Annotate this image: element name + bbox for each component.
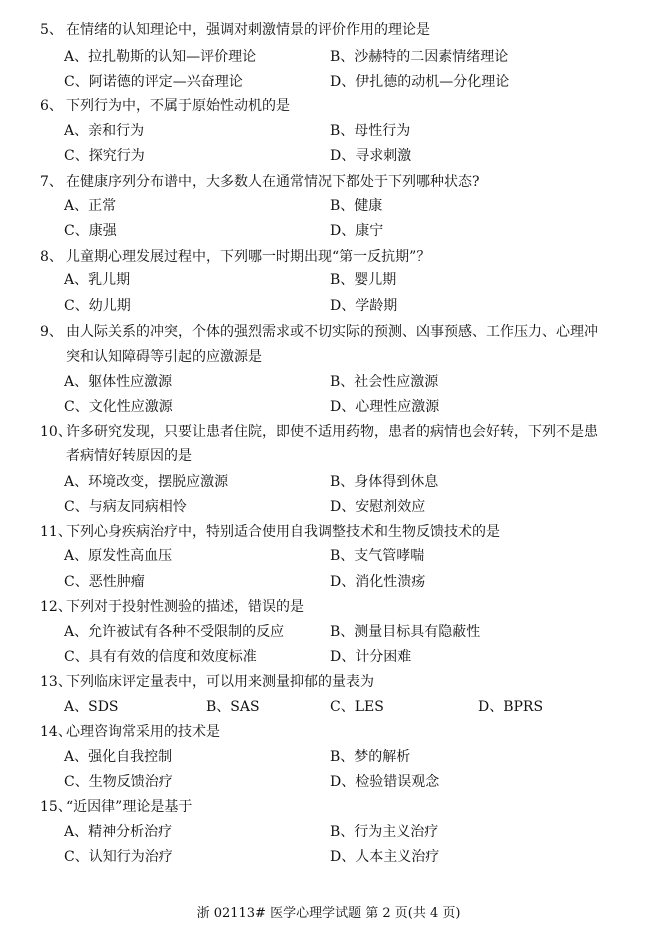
option-a: A、亲和行为	[64, 123, 145, 139]
option-c: C、与病友同病相怜	[64, 499, 187, 515]
question-13	[40, 670, 640, 694]
question-14	[40, 720, 640, 744]
option-d: D、康宁	[330, 223, 384, 239]
question-text: 下列心身疾病治疗中，特别适合使用自我调整技术和生物反馈技术的是	[66, 524, 500, 540]
option-b: B、社会性应激源	[330, 374, 439, 390]
option-b: B、婴儿期	[330, 272, 397, 288]
option-a: A、环境改变，摆脱应激源	[64, 474, 229, 490]
question-10-continued	[40, 444, 640, 468]
option-b: B、测量目标具有隐蔽性	[330, 624, 481, 640]
option-c: C、阿诺德的评定—兴奋理论	[64, 74, 243, 90]
question-number: 10、	[40, 424, 72, 440]
option-d: D、伊扎德的动机—分化理论	[330, 74, 510, 90]
option-c: C、探究行为	[64, 148, 145, 164]
question-12	[40, 595, 640, 619]
question-text-continued: 者病情好转原因的是	[66, 448, 192, 464]
option-d: D、消化性溃疡	[330, 574, 426, 590]
option-d: D、学龄期	[330, 298, 398, 314]
question-8	[40, 245, 640, 269]
option-a: A、原发性高血压	[64, 548, 173, 564]
option-c: C、幼儿期	[64, 298, 131, 314]
question-number: 12、	[40, 599, 72, 615]
question-text: 心理咨询常采用的技术是	[66, 724, 220, 740]
option-c: C、康强	[64, 223, 117, 239]
option-d: D、计分困难	[330, 649, 412, 665]
question-15	[40, 795, 640, 819]
question-number: 15、	[40, 799, 72, 815]
question-7	[40, 170, 640, 194]
question-number: 9、	[40, 324, 63, 340]
option-a: A、正常	[64, 198, 117, 214]
question-11	[40, 520, 640, 544]
option-b: B、梦的解析	[330, 749, 411, 765]
option-d: D、寻求刺激	[330, 148, 412, 164]
option-a: A、允许被试有各种不受限制的反应	[64, 624, 285, 640]
option-b: B、SAS	[206, 699, 260, 715]
option-b: B、身体得到休息	[330, 474, 439, 490]
question-text: 由人际关系的冲突，个体的强烈需求或不切实际的预测、凶事预感、工作压力、心理冲	[66, 324, 598, 340]
option-b: B、行为主义治疗	[330, 824, 439, 840]
question-9-continued	[40, 345, 640, 369]
question-text: 下列对于投射性测验的描述，错误的是	[66, 599, 304, 615]
question-number: 13、	[40, 674, 72, 690]
question-text: 下列临床评定量表中，可以用来测量抑郁的量表为	[66, 674, 374, 690]
question-text: 许多研究发现，只要让患者住院，即使不适用药物，患者的病情也会好转，下列不是患	[66, 424, 598, 440]
question-5	[40, 18, 640, 42]
option-b: B、母性行为	[330, 123, 411, 139]
question-text: 在情绪的认知理论中，强调对刺激情景的评价作用的理论是	[66, 22, 430, 38]
option-c: C、生物反馈治疗	[64, 774, 173, 790]
option-a: A、精神分析治疗	[64, 824, 173, 840]
option-a: A、乳儿期	[64, 272, 131, 288]
option-d: D、BPRS	[478, 699, 544, 715]
question-text-continued: 突和认知障碍等引起的应激源是	[66, 349, 262, 365]
question-number: 8、	[40, 249, 63, 265]
option-c: C、认知行为治疗	[64, 849, 173, 865]
page-footer: 浙 02113# 医学心理学试题 第 2 页(共 4 页)	[196, 906, 461, 921]
question-text: 下列行为中，不属于原始性动机的是	[66, 98, 290, 114]
question-number: 7、	[40, 174, 63, 190]
option-b: B、支气管哮喘	[330, 548, 425, 564]
option-a: A、SDS	[64, 699, 119, 715]
option-a: A、强化自我控制	[64, 749, 173, 765]
question-6	[40, 94, 640, 118]
option-d: D、心理性应激源	[330, 399, 440, 415]
question-number: 11、	[40, 524, 72, 540]
option-d: D、人本主义治疗	[330, 849, 440, 865]
option-a: A、躯体性应激源	[64, 374, 173, 390]
option-c: C、LES	[330, 699, 384, 715]
question-10	[40, 420, 640, 444]
question-number: 6、	[40, 98, 63, 114]
question-number: 14、	[40, 724, 72, 740]
option-d: D、检验错误观念	[330, 774, 440, 790]
option-a: A、拉扎勒斯的认知—评价理论	[64, 49, 257, 65]
option-d: D、安慰剂效应	[330, 499, 426, 515]
question-text: 在健康序列分布谱中，大多数人在通常情况下都处于下列哪种状态?	[66, 174, 480, 190]
option-b: B、健康	[330, 198, 383, 214]
option-c: C、文化性应激源	[64, 399, 173, 415]
question-text: “近因律”理论是基于	[66, 799, 193, 815]
question-number: 5、	[40, 22, 63, 38]
question-text: 儿童期心理发展过程中，下列哪一时期出现“第一反抗期”？	[66, 249, 431, 265]
option-b: B、沙赫特的二因素情绪理论	[330, 49, 509, 65]
option-c: C、恶性肿瘤	[64, 574, 145, 590]
option-c: C、具有有效的信度和效度标准	[64, 649, 257, 665]
question-9	[40, 320, 640, 344]
